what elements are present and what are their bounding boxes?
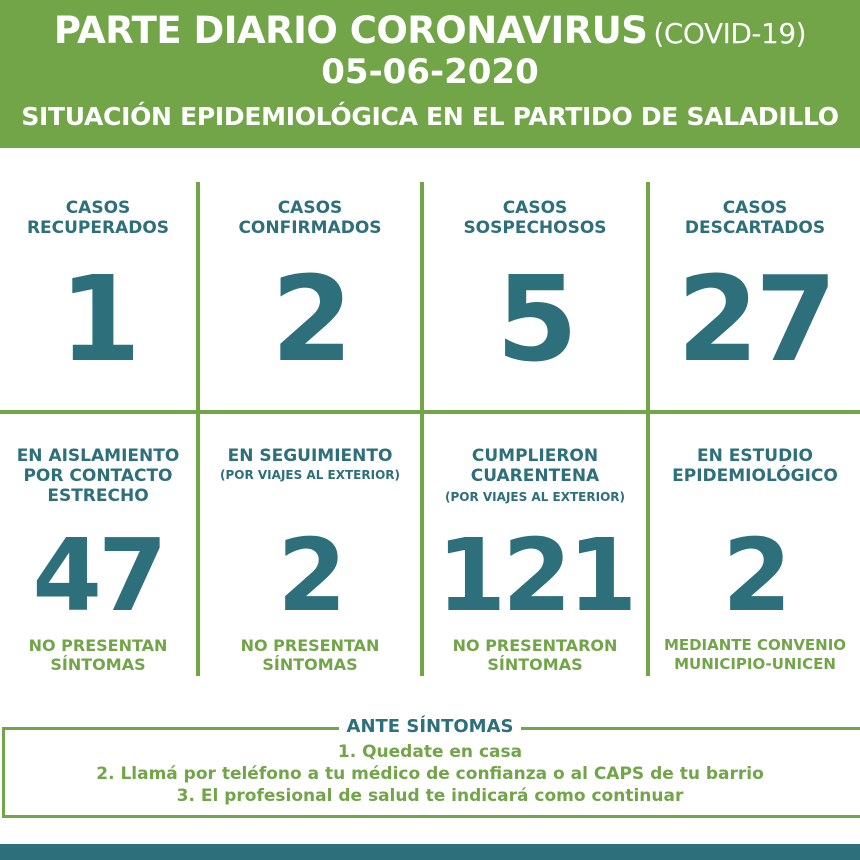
stat-value: 27 bbox=[676, 250, 834, 388]
page-title bbox=[0, 8, 860, 57]
stat-cell-recuperados bbox=[0, 182, 196, 410]
title-main: PARTE DIARIO CORONAVIRUS bbox=[53, 9, 648, 52]
ante-sintomas-steps bbox=[0, 741, 860, 807]
stat-cell-cuarentena bbox=[424, 414, 646, 676]
stat-label: EN ESTUDIO EPIDEMIOLÓGICO bbox=[672, 446, 838, 486]
report-date: 05-06-2020 bbox=[321, 52, 539, 92]
stat-value: 2 bbox=[277, 517, 343, 634]
stat-footer: NO PRESENTAN SÍNTOMAS bbox=[240, 636, 380, 674]
ante-step: 3. El profesional de salud te indicará como continuar bbox=[176, 786, 684, 806]
stat-label: CASOS CONFIRMADOS bbox=[238, 198, 382, 238]
ante-step: 1. Quedate en casa bbox=[337, 742, 523, 762]
stat-value: 2 bbox=[270, 250, 350, 388]
stat-label: CUMPLIERON CUARENTENA bbox=[470, 446, 600, 486]
ante-step: 2. Llamá por teléfono a tu médico de confianza o al CAPS de tu barrio bbox=[96, 764, 764, 784]
stat-cell-aislamiento bbox=[0, 414, 196, 676]
stat-cell-seguimiento bbox=[200, 414, 420, 676]
stat-cell-sospechosos bbox=[424, 182, 646, 410]
stat-note: (POR VIAJES AL EXTERIOR) bbox=[220, 468, 400, 482]
situation-heading: SITUACIÓN EPIDEMIOLÓGICA EN EL PARTIDO DE SALADILLO bbox=[21, 102, 839, 131]
stat-label: EN AISLAMIENTO POR CONTACTO ESTRECHO bbox=[16, 446, 180, 506]
header-banner bbox=[0, 0, 860, 148]
stat-note: (POR VIAJES AL EXTERIOR) bbox=[445, 490, 625, 504]
ante-sintomas-title-text: ANTE SÍNTOMAS bbox=[339, 716, 522, 737]
stat-cell-estudio bbox=[650, 414, 860, 676]
ante-sintomas-title bbox=[0, 716, 860, 738]
stat-value: 121 bbox=[436, 517, 634, 634]
stat-value: 5 bbox=[495, 250, 575, 388]
footer-bar bbox=[0, 844, 860, 860]
stat-label: CASOS DESCARTADOS bbox=[684, 198, 826, 238]
stat-footer: NO PRESENTARON SÍNTOMAS bbox=[452, 636, 618, 674]
stat-footer: MEDIANTE CONVENIO MUNICIPIO-UNICEN bbox=[663, 636, 847, 673]
stat-value: 2 bbox=[722, 517, 788, 634]
stat-label: CASOS SOSPECHOSOS bbox=[463, 198, 607, 238]
stat-cell-confirmados bbox=[200, 182, 420, 410]
stat-label: EN SEGUIMIENTO bbox=[227, 446, 393, 466]
stat-label: CASOS RECUPERADOS bbox=[26, 198, 170, 238]
title-subtitle: (COVID-19) bbox=[653, 17, 807, 50]
stat-cell-descartados bbox=[650, 182, 860, 410]
stat-footer: NO PRESENTAN SÍNTOMAS bbox=[28, 636, 168, 674]
stat-value: 47 bbox=[32, 517, 164, 634]
stat-value: 1 bbox=[58, 250, 138, 388]
